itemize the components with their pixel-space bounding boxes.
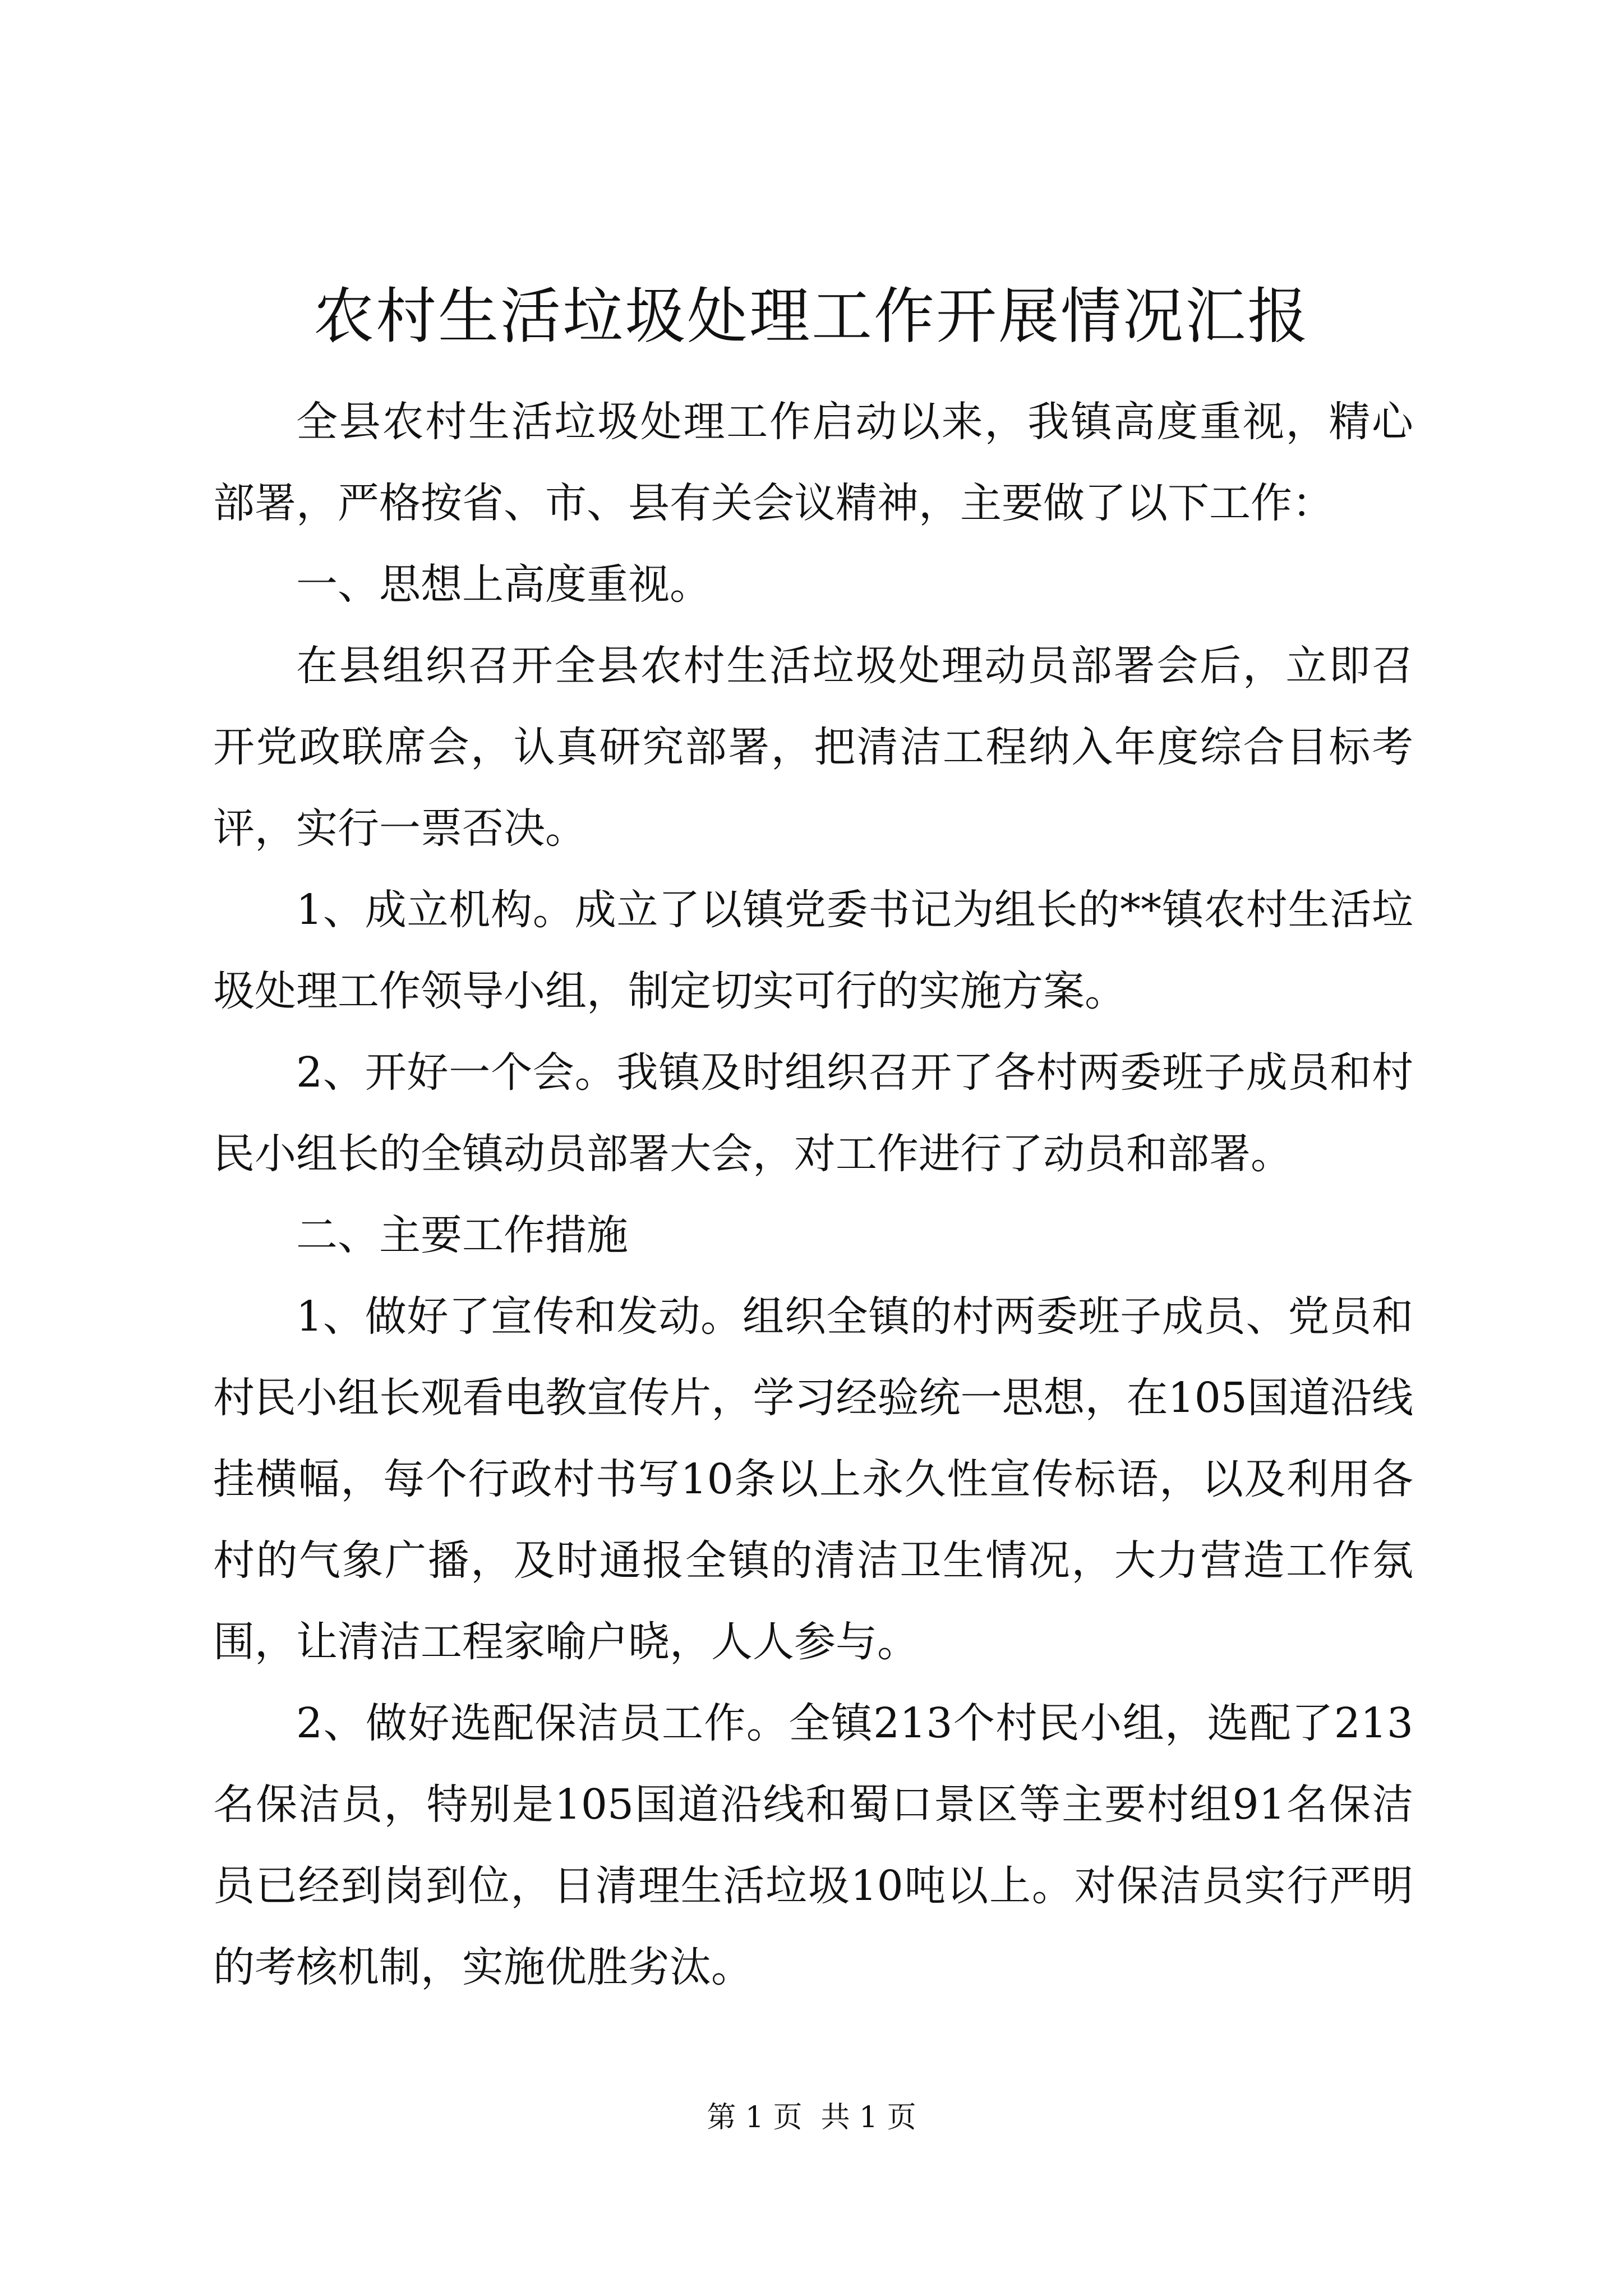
page-footer <box>0 2098 1623 2137</box>
page-number: 第 1 页 共 1 页 <box>707 2101 916 2134</box>
paragraph-item-meeting: 2、开好一个会。我镇及时组织召开了各村两委班子成员和村民小组长的全镇动员部署大会，对工作进行了动员和部署。 <box>213 1048 1413 1178</box>
paragraph-meeting: 在县组织召开全县农村生活垃圾处理动员部署会后，立即召开党政联席会，认真研究部署，把清洁工程纳入年度综合目标考评，实行一票否决。 <box>213 642 1413 853</box>
document-body <box>213 381 1413 2008</box>
paragraph-item-cleaners: 2、做好选配保洁员工作。全镇213个村民小组，选配了213名保洁员，特别是105国道沿线和蜀口景区等主要村组91名保洁员已经到岗到位，日清理生活垃圾10吨以上。对保洁员实行严明的考核机制，实施优胜劣汰。 <box>213 1699 1413 1991</box>
paragraph-item-organization: 1、成立机构。成立了以镇党委书记为组长的**镇农村生活垃圾处理工作领导小组，制定切实可行的实施方案。 <box>213 886 1413 1015</box>
section-heading-2: 二、主要工作措施 <box>296 1211 628 1259</box>
section-heading-1: 一、思想上高度重视。 <box>296 560 711 609</box>
paragraph-intro: 全县农村生活垃圾处理工作启动以来，我镇高度重视，精心部署，严格按省、市、县有关会议精神，主要做了以下工作： <box>213 398 1413 527</box>
paragraph-item-publicity: 1、做好了宣传和发动。组织全镇的村两委班子成员、党员和村民小组长观看电教宣传片，学习经验统一思想，在105国道沿线挂横幅，每个行政村书写10条以上永久性宣传标语，以及利用各村的气象广播，及时通报全镇的清洁卫生情况，大力营造工作氛围，让清洁工程家喻户晓，人人参与。 <box>213 1292 1413 1666</box>
document-title: 农村生活垃圾处理工作开展情况汇报 <box>313 282 1310 352</box>
